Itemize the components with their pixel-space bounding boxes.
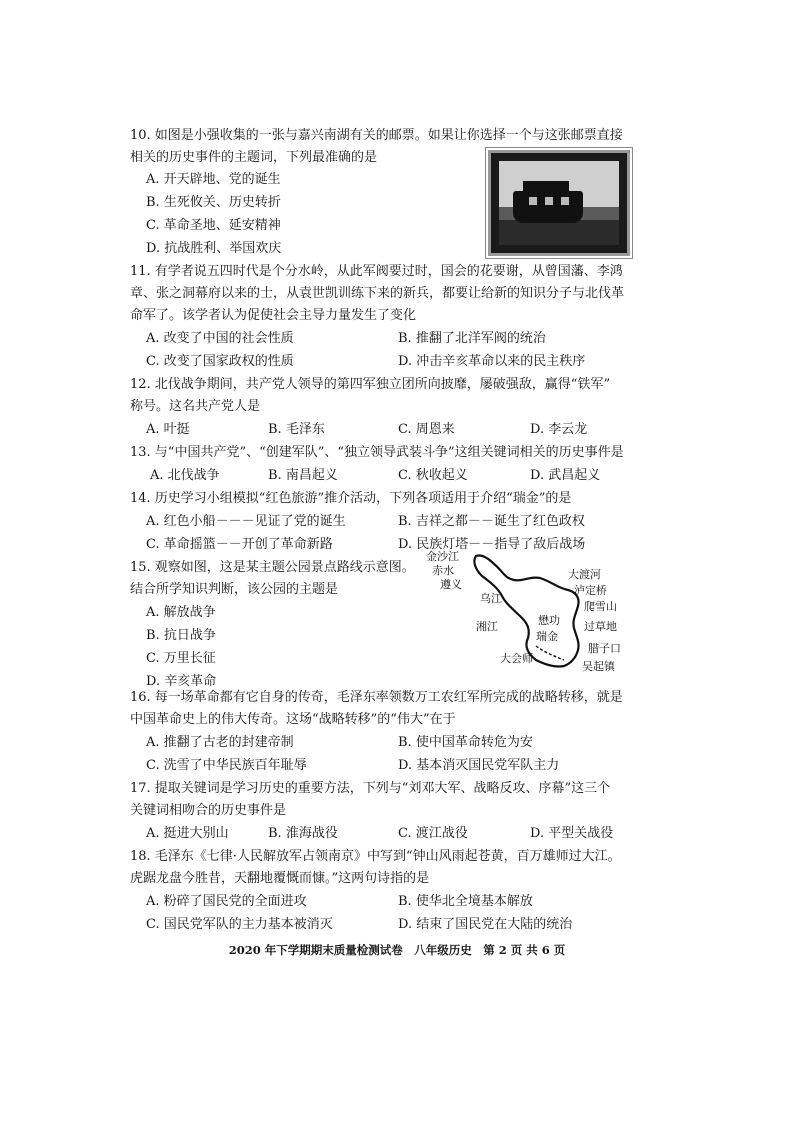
q18-option-b: B. 使华北全境基本解放 <box>398 894 533 909</box>
map-label-maogong: 懋功 <box>538 614 560 627</box>
q12-option-b: B. 毛泽东 <box>268 422 325 437</box>
q15-option-a: A. 解放战争 <box>146 605 216 620</box>
question-10-stem-1: 10. 如图是小强收集的一张与嘉兴南湖有关的邮票。如果让你选择一个与这张邮票直接 <box>130 128 623 143</box>
question-14-stem-1: 14. 历史学习小组模拟“红色旅游”推介活动，下列各项适用于介绍“瑞金”的是 <box>130 491 572 506</box>
q11-option-b: B. 推翻了北洋军阀的统治 <box>398 331 546 346</box>
question-18-stem-1: 18. 毛泽东《七律·人民解放军占领南京》中写到“钟山风雨起苍黄，百万雄师过大江。 <box>130 849 621 864</box>
q18-option-c: C. 国民党军队的主力基本被消灭 <box>146 917 333 932</box>
question-11-stem-2: 章、张之洞幕府以来的士，从袁世凯训练下来的新兵，都要让给新的知识分子与北伐革 <box>130 286 625 301</box>
question-13-stem-1: 13. 与“中国共产党”、“创建军队”、“独立领导武装斗争”这组关键词相关的历史事件是 <box>130 445 624 460</box>
question-17-stem-2: 关键词相吻合的历史事件是 <box>130 803 287 818</box>
q17-option-a: A. 挺进大别山 <box>146 826 229 841</box>
q15-option-b: B. 抗日战争 <box>146 628 216 643</box>
q18-option-d: D. 结束了国民党在大陆的统治 <box>398 917 573 932</box>
q10-option-c: C. 革命圣地、延安精神 <box>146 218 281 233</box>
q16-option-b: B. 使中国革命转危为安 <box>398 735 533 750</box>
long-march-route-map <box>418 548 638 678</box>
q16-option-d: D. 基本消灭国民党军队主力 <box>398 758 560 773</box>
map-label-wujiang: 乌江 <box>480 592 502 605</box>
map-label-dahuishi: 大会师 <box>500 652 533 665</box>
page-footer: 2020 年下学期期末质量检测试卷 八年级历史 第 2 页 共 6 页 <box>228 943 566 957</box>
q12-option-c: C. 周恩来 <box>398 422 455 437</box>
q18-option-a: A. 粉碎了国民党的全面进攻 <box>146 894 307 909</box>
q11-option-d: D. 冲击辛亥革命以来的民主秩序 <box>398 354 586 369</box>
map-label-paxueshan: 爬雪山 <box>584 600 617 613</box>
q10-option-a: A. 开天辟地、党的诞生 <box>146 172 281 187</box>
q13-option-c: C. 秋收起义 <box>398 468 468 483</box>
q12-option-a: A. 叶挺 <box>146 422 190 437</box>
map-label-daduhe: 大渡河 <box>568 568 601 581</box>
question-17-stem-1: 17. 提取关键词是学习历史的重要方法，下列与“刘邓大军、战略反攻、序幕”这三个 <box>130 781 611 796</box>
q16-option-c: C. 洗雪了中华民族百年耻辱 <box>146 758 307 773</box>
map-label-chishui: 赤水 <box>432 564 454 577</box>
q13-option-d: D. 武昌起义 <box>530 468 601 483</box>
nanhu-boat-stamp-image <box>488 150 630 256</box>
question-16-stem-2: 中国革命史上的伟大传奇。这场“战略转移”的“伟大”在于 <box>130 712 456 727</box>
q17-option-d: D. 平型关战役 <box>530 826 614 841</box>
q10-option-b: B. 生死攸关、历史转折 <box>146 195 281 210</box>
q15-option-d: D. 辛亥革命 <box>146 674 217 689</box>
map-label-wuqizhen: 吴起镇 <box>582 660 615 673</box>
question-10-stem-2: 相关的历史事件的主题词，下列最准确的是 <box>130 150 378 165</box>
q14-option-c: C. 革命摇篮－－开创了革命新路 <box>146 537 333 552</box>
map-label-ludingqiao: 泸定桥 <box>574 584 607 597</box>
question-11-stem-3: 命军了。该学者认为促使社会主导力量发生了变化 <box>130 308 417 323</box>
map-label-jinshajiang: 金沙江 <box>426 550 459 563</box>
q11-option-c: C. 改变了国家政权的性质 <box>146 354 294 369</box>
q11-option-a: A. 改变了中国的社会性质 <box>146 331 294 346</box>
map-label-xiangjiang: 湘江 <box>476 620 498 633</box>
map-label-guocaodi: 过草地 <box>584 620 617 633</box>
question-12-stem-2: 称号。这名共产党人是 <box>130 399 261 414</box>
q12-option-d: D. 李云龙 <box>530 422 588 437</box>
q16-option-a: A. 推翻了古老的封建帝制 <box>146 735 294 750</box>
question-15-stem-2: 结合所学知识判断，该公园的主题是 <box>130 582 339 597</box>
map-label-ruijin: 瑞金 <box>536 630 558 643</box>
q13-option-b: B. 南昌起义 <box>268 468 338 483</box>
q14-option-d: D. 民族灯塔－－指导了敌后战场 <box>398 537 586 552</box>
question-18-stem-2: 虎踞龙盘今胜昔，天翻地覆慨而慷。”这两句诗指的是 <box>130 871 430 886</box>
q14-option-b: B. 吉祥之都－－诞生了红色政权 <box>398 514 585 529</box>
q10-option-d: D. 抗战胜利、举国欢庆 <box>146 241 282 256</box>
q17-option-c: C. 渡江战役 <box>398 826 468 841</box>
question-15-stem-1: 15. 观察如图，这是某主题公园景点路线示意图。 <box>130 560 415 575</box>
map-label-lazikou: 腊子口 <box>588 642 621 655</box>
question-11-stem-1: 11. 有学者说五四时代是个分水岭，从此军阀要过时，国会的花要谢，从曾国藩、李鸿 <box>130 264 623 279</box>
q15-option-c: C. 万里长征 <box>146 651 216 666</box>
question-16-stem-1: 16. 每一场革命都有它自身的传奇，毛泽东率领数万工农红军所完成的战略转移，就是 <box>130 690 623 705</box>
q17-option-b: B. 淮海战役 <box>268 826 338 841</box>
map-label-zunyi: 遵义 <box>440 578 462 591</box>
q13-option-a: A. 北伐战争 <box>150 468 220 483</box>
q14-option-a: A. 红色小船－－－见证了党的诞生 <box>146 514 346 529</box>
question-12-stem-1: 12. 北伐战争期间，共产党人领导的第四军独立团所向披靡，屡破强敌，赢得“铁军” <box>130 377 611 392</box>
